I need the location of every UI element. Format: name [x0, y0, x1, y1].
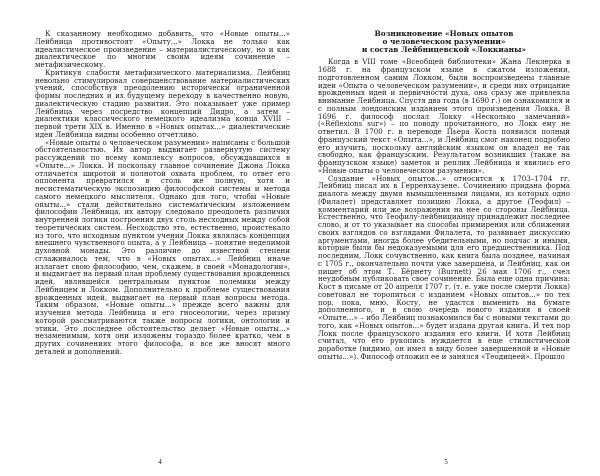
- left-paragraph-3: «Новые опыты о человеческом разумении» написаны с большой обстоятельностью. Их автор выдвигает развернутую систему рассуждений по всему комплексу вопросов, обсуждавшихся в «Опыте...» Локка. И поскольку главное сочинение Джона Локка отличается широтой и полнотой охвата проблем, то ответ его оппонента превратился в столь же полную, хотя и несистематическую экспозицию философской системы и метода самого немецкого мыслителя. Однако для того, чтобы «Новые опыты...» стали действительно систематическим изложением философии Лейбница, их автору следовало преодолеть различия внутренней логики построения двух столь несходных между собой теоретических систем. Несходство это, естественно, проистекало из того, что исходным пунктом учения Локка являлась концепция внешнего чувственного опыта, а у Лейбница – понятие неделимой духовной монады. Это различие до известной степени сглаживалось тем, что в «Новых опытах...» Лейбниц иначе излагает свою философию, чем, скажем, в своей «Монадологии», и выдвигает на первый план проблему существования врожденных идей, являвшейся центральным пунктом полемики между Лейбницем и Локком. Дополнительно к проблеме существования врожденных идей, выдвигает на первый план вопросы метода. Таким образом, «Новые опыты...» прежде всего важны для изучения метода Лейбница и его гносеологии, через призму которой рассматриваются также вопросы логики, онтологии и этики. Это последнее обстоятельство делает «Новые опыты...» незаменимым, хотя они изложены гораздо более кратко, чем в других сочинениях этого философа, и все же вносят много деталей и дополнений.: [35, 137, 290, 356]
- right-paragraph-1: Когда в VIII томе «Всеобщей библиотеки» Жана Леклерка в 1688 г. на французском языке в сжатом изложении, подготовленном самим Локком, были воспроизведены главные идеи «Опыта о человеческом разумении», и среди них отрицание врожденных идей и первичности духа, она сразу же привлекла внимание Лейбница. Спустя два года (в 1690 г.) он ознакомился и с полным лондонским изданием этого произведения Локка. В 1696 г. философ послал Локку «Несколько замечаний» («Réflexions sur») – по поводу прочитанного, но Локк ему не ответил. В 1700 г. в переводе Пьера Коста появился полный французский текст «Опыта...», и Лейбниц смог наконец подробно его изучить, поскольку английским языком он владел не так свободно, как французским. Результатом возникших (также на французском языке) заметок и реплик Лейбница и явились его «Новые опыты о человеческом разумении».: [318, 57, 570, 175]
- chapter-heading: [318, 30, 570, 54]
- left-page-number: 4: [158, 458, 162, 466]
- left-paragraph-2: Критикуя слабости метафизического материализма, Лейбниц невольно стимулировал совершенствование материалистических учений, способствуя преодолению исторически ограниченной формы последних и их будущему переходу в качественно новую, диалектическую стадию развития. Это показывает уже пример Лейбница через посредство концепций Дидро, а затем – диалектики классического немецкого идеализма конца XVIII – первой трети XIX в. Именно в «Новых опытах...» диалектические идеи Лейбница видны особенно отчетливо.: [35, 67, 290, 139]
- right-page-number: 5: [444, 458, 448, 466]
- heading-line-1: Возникновение «Новых опытов: [374, 29, 514, 38]
- right-page: [300, 0, 600, 476]
- heading-line-3: и состав Лейбницевской «Локкианы»: [361, 45, 527, 55]
- left-paragraph-1: К сказанному необходимо добавить, что «Новые опыты...» Лейбница противостоят «Опыту...» Локка не только как идеалистическое произведение – материалистическому, но и как диалектическое по многим своим идеям сочинение – метафизическому.: [35, 29, 290, 69]
- right-paragraph-2: Создание «Новых опытов...» относится к 1703–1704 гг. Лейбниц писал их в Герренхаузене. Сочинению придана форма диалога между двумя вымышленными лицами, из которых одно (Филалет) представляет позицию Локка, а другое (Теофил) – комментарий или же возражения на нее со стороны Лейбница. Естественно, что Теофилу-лейбницианцу принадлежит последнее слово, и от то указывает на способы примирения или сближения своих взглядов со взглядами Филалета, то развивает дискуссию аргументами, иногда более убедительными, но подчас и иными, которые были бы недоказуемыми для его предшественника. Под последним, Локк сочувственно, как книга была позднее, начиная с 1705 г., окончательно почти уже завершена, и Лейбниц, как он пишет об этом Т. Бёрнету (Burnett) 26 мая 1706 г., счел неудобным публиковать свое сочинение. Была еще одна причина: Кост в письме от 20 апреля 1707 г. (т. е. уже после смерти Локка) советовал не торопиться с изданием «Новых опытов...» по тех пор, пока, мню, Косту, не удастся выменить на бумаге дополненного, и в свою очередь нового издания в своей «Опыте...» – ибо Лейбниц познакомился бы с новыми текстами до того, как «Новых опытов...» будет издана другая книга. И тех пор Локк после французского издания его книги. И хотя Лейбниц считал, что его рукопись нуждается в еще стилистической доработке (видимо, он имел в виду более завершенной и «Новые опыты...»). Философ отложил ее и занялся «Теодицеей». Прошло: [318, 173, 570, 361]
- heading-line-2: о человеческом разумении»: [382, 37, 506, 47]
